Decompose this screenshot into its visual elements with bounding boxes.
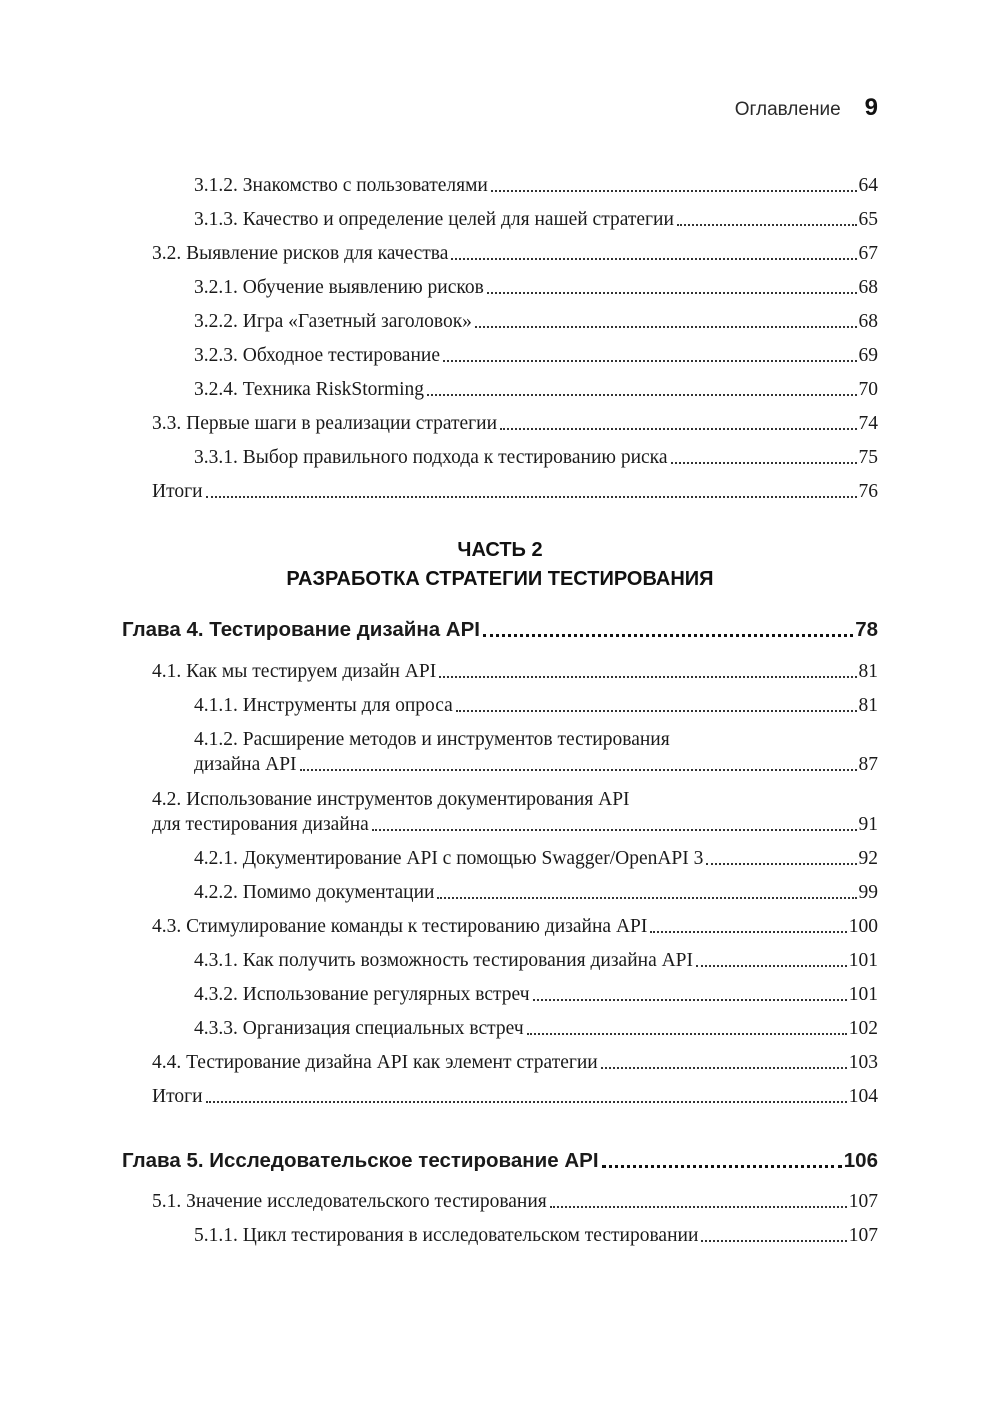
dot-leader [487, 291, 857, 294]
toc-entry-5-1 [122, 1190, 878, 1214]
dot-leader [439, 675, 856, 678]
toc-entry-title: 4.2.2. Помимо документации [194, 882, 435, 903]
toc-entry-page: 104 [848, 1086, 878, 1107]
dot-leader [451, 257, 856, 260]
toc-entry-page: 92 [858, 848, 878, 869]
toc-entry-page: 101 [848, 950, 878, 971]
dot-leader [527, 1032, 847, 1035]
toc-entry-4-3-1 [122, 949, 878, 973]
toc-entry-title-line1: 4.1.2. Расширение методов и инструментов тестирования [194, 729, 670, 750]
toc-entry-page: 70 [858, 379, 878, 400]
toc-entry-page: 74 [858, 413, 878, 434]
toc-chapter-4 [122, 617, 878, 643]
dot-leader [206, 495, 857, 498]
toc-entry-title: 3.2. Выявление рисков для качества [152, 243, 449, 264]
toc-entry-5-1-1 [122, 1224, 878, 1248]
dot-leader [601, 1066, 847, 1069]
dot-leader [550, 1205, 847, 1208]
toc-chapter-page: 106 [843, 1149, 878, 1172]
toc-entry-title: 3.3. Первые шаги в реализации стратегии [152, 413, 498, 434]
toc-entry-3-3 [122, 412, 878, 436]
dot-leader [701, 1239, 846, 1242]
toc-entry-title: 3.2.4. Техника RiskStorming [194, 379, 425, 400]
toc-entry-title: Итоги [152, 1086, 203, 1107]
toc-entry-page: 76 [858, 481, 878, 502]
toc-chapter-title: Глава 5. Исследовательское тестирование API [122, 1149, 599, 1172]
dot-leader [427, 393, 856, 396]
toc-entry-summary-3 [122, 480, 878, 504]
toc-entry-page: 68 [858, 277, 878, 298]
toc-entry-page: 103 [848, 1052, 878, 1073]
toc-entry-page: 102 [848, 1018, 878, 1039]
dot-leader [650, 930, 846, 933]
toc-entry-3-1-3 [122, 208, 878, 232]
dot-leader [206, 1100, 847, 1103]
toc-entry-3-1-2 [122, 174, 878, 198]
toc-entry-page: 91 [858, 814, 878, 835]
toc-entry-title: Итоги [152, 481, 203, 502]
toc-entry-title: 5.1.1. Цикл тестирования в исследовательском тестировании [194, 1225, 699, 1246]
toc-entry-page: 67 [858, 243, 878, 264]
toc-entry-4-3-3 [122, 1017, 878, 1041]
toc-entry-title-line1: 4.2. Использование инструментов документирования API [152, 789, 630, 810]
toc-entry-4-2-2 [122, 881, 878, 905]
toc-entry-3-2-4 [122, 378, 878, 402]
toc-entry-page: 68 [858, 311, 878, 332]
dot-leader [602, 1164, 842, 1168]
dot-leader [456, 709, 857, 712]
toc-entry-title: 5.1. Значение исследовательского тестирования [152, 1191, 547, 1212]
dot-leader [677, 223, 857, 226]
toc-entry-title: 3.2.3. Обходное тестирование [194, 345, 440, 366]
toc-entry-title: 3.3.1. Выбор правильного подхода к тестированию риска [194, 447, 668, 468]
toc-entry-title: 4.3.2. Использование регулярных встреч [194, 984, 530, 1005]
toc-entry-title: 4.4. Тестирование дизайна API как элемент стратегии [152, 1052, 598, 1073]
toc-entry-title: 4.1. Как мы тестируем дизайн API [152, 661, 437, 682]
toc-entry-summary-4 [122, 1085, 878, 1109]
toc-entry-3-2-3 [122, 344, 878, 368]
dot-leader [483, 633, 853, 637]
dot-leader [671, 461, 857, 464]
dot-leader [500, 427, 856, 430]
toc-entry-3-2-1 [122, 276, 878, 300]
running-head [735, 94, 878, 124]
toc-entry-title: 4.1.1. Инструменты для опроса [194, 695, 453, 716]
toc-entry-4-1-2 [122, 728, 878, 777]
dot-leader [696, 964, 847, 967]
toc-entry-title: 4.3.1. Как получить возможность тестирования дизайна API [194, 950, 694, 971]
dot-leader [300, 768, 857, 771]
toc-entry-page: 101 [848, 984, 878, 1005]
toc-entry-title: 4.3. Стимулирование команды к тестированию дизайна API [152, 916, 648, 937]
toc-entry-title: 4.2.1. Документирование API с помощью Swagger/OpenAPI 3 [194, 848, 704, 869]
toc-entry-page: 107 [848, 1191, 878, 1212]
toc-chapter-page: 78 [855, 618, 878, 641]
toc-entry-page: 69 [858, 345, 878, 366]
toc-entry-3-2 [122, 242, 878, 266]
dot-leader [533, 998, 847, 1001]
dot-leader [491, 189, 857, 192]
toc-entry-title: 3.1.2. Знакомство с пользователями [194, 175, 488, 196]
toc-chapter-5 [122, 1148, 878, 1174]
toc-entry-4-2 [122, 788, 878, 837]
toc-entry-title: 3.2.2. Игра «Газетный заголовок» [194, 311, 472, 332]
dot-leader [443, 359, 857, 362]
toc-entry-4-1 [122, 660, 878, 684]
toc-entry-page: 81 [858, 661, 878, 682]
toc-entry-page: 75 [858, 447, 878, 468]
toc-entry-4-1-1 [122, 694, 878, 718]
page-number: 9 [864, 94, 878, 121]
toc-entry-page: 87 [858, 754, 878, 775]
dot-leader [437, 896, 856, 899]
toc-entry-page: 64 [858, 175, 878, 196]
toc-entry-4-3 [122, 915, 878, 939]
part-heading [0, 536, 1000, 594]
part-title: РАЗРАБОТКА СТРАТЕГИИ ТЕСТИРОВАНИЯ [286, 568, 714, 590]
toc-entry-title: 4.3.3. Организация специальных встреч [194, 1018, 524, 1039]
toc-entry-page: 65 [858, 209, 878, 230]
toc-entry-page: 107 [848, 1225, 878, 1246]
dot-leader [706, 862, 856, 865]
toc-entry-4-2-1 [122, 847, 878, 871]
toc-entry-page: 81 [858, 695, 878, 716]
running-head-title: Оглавление [734, 99, 841, 120]
toc-entry-title: для тестирования дизайна [152, 814, 369, 835]
dot-leader [475, 325, 857, 328]
toc-entry-page: 100 [848, 916, 878, 937]
toc-entry-title: 3.1.3. Качество и определение целей для нашей стратегии [194, 209, 674, 230]
toc-entry-4-4 [122, 1051, 878, 1075]
toc-entry-title: 3.2.1. Обучение выявлению рисков [194, 277, 484, 298]
toc-chapter-title: Глава 4. Тестирование дизайна API [122, 618, 480, 641]
toc-entry-4-3-2 [122, 983, 878, 1007]
dot-leader [372, 828, 857, 831]
toc-entry-3-3-1 [122, 446, 878, 470]
part-label: ЧАСТЬ 2 [457, 539, 543, 561]
toc-entry-3-2-2 [122, 310, 878, 334]
toc-entry-title: дизайна API [194, 754, 297, 775]
toc-entry-page: 99 [858, 882, 878, 903]
